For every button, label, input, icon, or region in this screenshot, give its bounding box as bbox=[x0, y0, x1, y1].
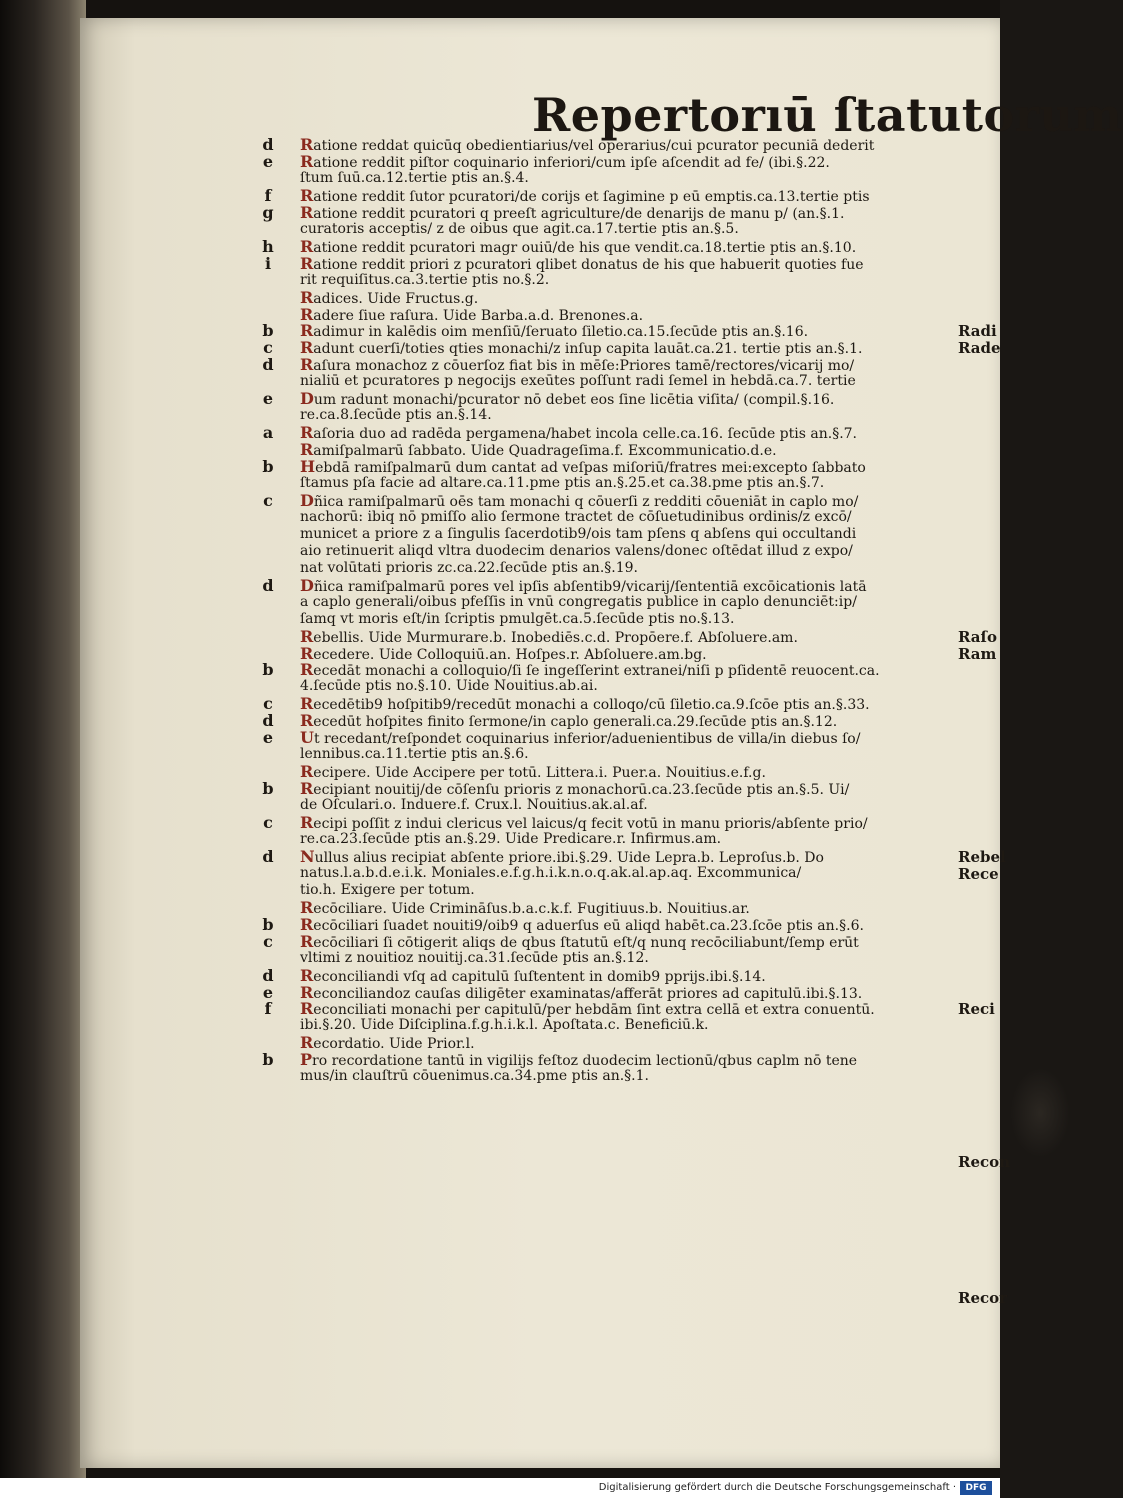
rubricated-initial: R bbox=[300, 305, 314, 324]
entry-line bbox=[300, 899, 952, 916]
entry-text: ecōciliari ſi cōtigerit aliqs de qbus ſtatutū eſt/q nunq recōciliabunt/ſemp erūt bbox=[313, 935, 859, 951]
entry-letter-marker: d bbox=[262, 966, 274, 985]
margin-catchword: Rebel bbox=[958, 848, 1006, 866]
entry-text: curatoris acceptis/ z de oibus que agit.ca.17.tertie ptis an.§.5. bbox=[300, 221, 739, 237]
entry-text: adimur in kalēdis oim menſiū/ſeruato ſiletio.ca.15.ſecūde ptis an.§.16. bbox=[313, 324, 809, 340]
entry-line bbox=[300, 390, 952, 407]
rubricated-initial: R bbox=[300, 932, 314, 951]
entry-line bbox=[300, 1017, 952, 1034]
entry-letter-marker: d bbox=[262, 847, 274, 866]
entry-text: aſoria duo ad radēda pergamena/habet incola celle.ca.16. ſecūde ptis an.§.7. bbox=[313, 426, 858, 442]
margin-catchword: Recor bbox=[958, 1289, 1008, 1307]
entry-text: t recedant/reſpondet coquinarius inferior/aduenientibus de villa/in diebus ſo/ bbox=[313, 731, 861, 747]
entry-text: ecipere. Uide Accipere per totū. Littera.i. Puer.a. Nouitius.e.f.g. bbox=[313, 765, 766, 781]
entry-text: ro recordatione tantū in vigilijs feſtoz duodecim lectionū/qbus caplm nō tene bbox=[312, 1053, 858, 1069]
entry-letter-marker: b bbox=[262, 457, 274, 476]
entry-line bbox=[300, 492, 952, 509]
entry-line bbox=[300, 763, 952, 780]
entry-line bbox=[300, 272, 952, 289]
entry-line bbox=[300, 136, 952, 153]
entry-letter-marker: d bbox=[262, 355, 274, 374]
entry-letter-marker: e bbox=[262, 728, 274, 747]
entry-letter-marker: b bbox=[262, 321, 274, 340]
margin-catchword: Radi bbox=[958, 322, 997, 340]
entry-line bbox=[300, 695, 952, 712]
entry-text: aio retinuerit aliqd vltra duodecim denarios valens/donec oſtēdat illud z expo/ bbox=[300, 543, 853, 559]
entry-text: adunt cuerſi/toties qties monachi/z inſup capita lauāt.ca.21. tertie ptis an.§.1. bbox=[313, 341, 863, 357]
rubricated-initial: D bbox=[300, 576, 314, 595]
rubricated-initial: R bbox=[300, 762, 314, 781]
rubricated-initial: R bbox=[300, 288, 314, 307]
entry-text: ecipi poſſit z indui clericus vel laicus/q fecit votū in manu prioris/abſente prio/ bbox=[313, 816, 868, 832]
entry-text: adices. Uide Fructus.g. bbox=[313, 291, 479, 307]
entry-letter-marker: b bbox=[262, 1050, 274, 1069]
rubricated-initial: R bbox=[300, 254, 314, 273]
margin-catchword: Ram bbox=[958, 645, 997, 663]
entry-line bbox=[300, 594, 952, 611]
entry-text: mus/in clauſtrū cōuenimus.ca.34.pme ptis an.§.1. bbox=[300, 1068, 649, 1084]
entry-line bbox=[300, 628, 952, 645]
entry-text: re.ca.8.ſecūde ptis an.§.14. bbox=[300, 407, 492, 423]
rubricated-initial: R bbox=[300, 338, 314, 357]
rubricated-initial: R bbox=[300, 321, 314, 340]
entry-line bbox=[300, 339, 952, 356]
rubricated-initial: R bbox=[300, 423, 314, 442]
entry-text: re.ca.23.ſecūde ptis an.§.29. Uide Predicare.r. Infirmus.am. bbox=[300, 831, 722, 847]
entry-line bbox=[300, 458, 952, 475]
entry-letter-marker: e bbox=[262, 983, 274, 1002]
entry-letter-marker: h bbox=[262, 237, 274, 256]
entry-text: ecipiant nouitij/de cōſenſu prioris z monachorū.ca.23.ſecūde ptis an.§.5. Ui/ bbox=[313, 782, 850, 798]
entry-text: econciliati monachi per capitulū/per hebdām ſint extra cellā et extra conuentū. bbox=[313, 1002, 875, 1018]
entry-text: nachorū: ibiq nō pmiſſo alio ſermone tractet de cōſuetudinibus ordinis/z excō/ bbox=[300, 509, 852, 525]
entry-letter-marker: g bbox=[262, 203, 274, 222]
entry-line bbox=[300, 678, 952, 695]
rubricated-initial: U bbox=[300, 728, 314, 747]
rubricated-initial: R bbox=[300, 627, 314, 646]
rubricated-initial: P bbox=[300, 1050, 313, 1069]
rubricated-initial: R bbox=[300, 915, 314, 934]
margin-catchword: Recon bbox=[958, 1153, 1011, 1171]
entry-letter-marker: f bbox=[264, 999, 272, 1018]
entry-text: adere ſiue raſura. Uide Barba.a.d. Brenones.a. bbox=[313, 308, 644, 324]
entry-text: aſura monachoz z cōuerſoz fiat bis in mēſe:Priores tamē/rectores/vicarij mo/ bbox=[313, 358, 855, 374]
rubricated-initial: H bbox=[300, 457, 316, 476]
entry-line bbox=[300, 967, 952, 984]
entry-line bbox=[300, 509, 952, 526]
entry-letter-marker: c bbox=[263, 813, 273, 832]
rubricated-initial: R bbox=[300, 1033, 314, 1052]
entry-text: lennibus.ca.11.tertie ptis an.§.6. bbox=[300, 746, 529, 762]
entry-line bbox=[300, 238, 952, 255]
entry-line bbox=[300, 729, 952, 746]
entry-text: atione reddit piſtor coquinario inferiori/cum ipſe aſcendit ad fe/ (ibi.§.22. bbox=[313, 155, 830, 171]
entry-line bbox=[300, 746, 952, 763]
entry-text: ecōciliare. Uide Crimināſus.b.a.c.k.f. Fugitiuus.b. Nouitius.ar. bbox=[313, 901, 750, 917]
entry-text: ebellis. Uide Murmurare.b. Inobediēs.c.d. Propōere.f. Abſoluere.am. bbox=[313, 630, 798, 646]
entry-line bbox=[300, 661, 952, 678]
entry-line bbox=[300, 814, 952, 831]
rubricated-initial: R bbox=[300, 694, 314, 713]
entry-text: nat volūtati prioris zc.ca.22.ſecūde ptis an.§.19. bbox=[300, 560, 638, 576]
entry-letter-marker: d bbox=[262, 711, 274, 730]
rubricated-initial: R bbox=[300, 355, 314, 374]
entry-letter-marker: d bbox=[262, 135, 274, 154]
entry-line bbox=[300, 950, 952, 967]
entry-text: ſtamus pſa facie ad altare.ca.11.pme ptis an.§.25.et ca.38.pme ptis an.§.7. bbox=[300, 475, 825, 491]
page-title: Repertorıū ſtatutorum bbox=[532, 88, 1123, 142]
entry-text: atione reddit pcuratori q preeſt agriculture/de denarijs de manu p/ (an.§.1. bbox=[313, 206, 845, 222]
rubricated-initial: R bbox=[300, 779, 314, 798]
entry-text: amiſpalmarū ſabbato. Uide Quadrageſima.f. Excommunicatio.d.e. bbox=[313, 443, 777, 459]
entry-line bbox=[300, 916, 952, 933]
rubricated-initial: R bbox=[300, 983, 314, 1002]
entry-text: ecedāt monachi a colloquio/ſi ſe ingeſſerint extranei/niſi p pſidentē reuocent.ca. bbox=[313, 663, 880, 679]
entry-line bbox=[300, 882, 952, 899]
rubricated-initial: R bbox=[300, 152, 314, 171]
entry-text: ecordatio. Uide Prior.l. bbox=[313, 1036, 475, 1052]
entry-text: atione reddat quicūq obedientiarius/vel operarius/cui pcurator pecuniā dederit bbox=[313, 138, 875, 154]
entry-text: atione reddit ſutor pcuratori/de corijs et ſagimine p eū emptis.ca.13.tertie ptis bbox=[313, 189, 870, 205]
entry-text: ecedere. Uide Colloquiū.an. Hoſpes.r. Abſoluere.am.bg. bbox=[313, 647, 707, 663]
rubricated-initial: D bbox=[300, 491, 314, 510]
entry-text: de Oſculari.o. Induere.f. Crux.l. Nouitius.ak.al.af. bbox=[300, 797, 648, 813]
margin-catchword: Rade bbox=[958, 339, 1001, 357]
margin-catchword: Rece bbox=[958, 865, 999, 883]
footer-credit: Digitalisierung gefördert durch die Deutsche Forschungsgemeinschaft · bbox=[598, 1482, 956, 1493]
entry-text: econciliandoz cauſas diligēter examinatas/afferāt priores ad capitulū.ibi.§.13. bbox=[313, 986, 863, 1002]
rubricated-initial: R bbox=[300, 237, 314, 256]
entry-letter-marker: f bbox=[264, 186, 272, 205]
entry-line bbox=[300, 1068, 952, 1085]
entry-line bbox=[300, 170, 952, 187]
entry-letter-marker: e bbox=[262, 152, 274, 171]
entry-line bbox=[300, 712, 952, 729]
margin-catchword: Reci bbox=[958, 1000, 995, 1018]
entry-text: tio.h. Exigere per totum. bbox=[300, 882, 475, 898]
entry-text: ſamq vt moris eſt/in ſcriptis pmulgēt.ca.5.ſecūde ptis no.§.13. bbox=[300, 611, 735, 627]
entry-line bbox=[300, 255, 952, 272]
entry-line bbox=[300, 984, 952, 1001]
footer-bar bbox=[0, 1478, 1000, 1498]
entry-letter-marker: c bbox=[263, 932, 273, 951]
entry-line bbox=[300, 560, 952, 577]
entry-line bbox=[300, 221, 952, 238]
entry-letter-marker: c bbox=[263, 338, 273, 357]
entry-line bbox=[300, 1000, 952, 1017]
entry-line bbox=[300, 373, 952, 390]
entry-text: econciliandi vſq ad capitulū ſuſtentent in domib9 pprijs.ibi.§.14. bbox=[313, 969, 766, 985]
entry-text: ibi.§.20. Uide Diſciplina.f.g.h.i.k.l. Apoſtata.c. Beneficiū.k. bbox=[300, 1017, 709, 1033]
show-through-ghost bbox=[1010, 1068, 1070, 1158]
entry-line bbox=[300, 543, 952, 560]
entry-line bbox=[300, 306, 952, 323]
entry-line bbox=[300, 831, 952, 848]
dfg-logo: DFG bbox=[960, 1481, 992, 1495]
rubricated-initial: R bbox=[300, 440, 314, 459]
entry-text: natus.l.a.b.d.e.i.k. Moniales.e.f.g.h.i.k.n.o.q.ak.al.ap.aq. Excommunica/ bbox=[300, 865, 802, 881]
entry-line bbox=[300, 204, 952, 221]
entry-text: 4.ſecūde ptis no.§.10. Uide Nouitius.ab.ai. bbox=[300, 678, 598, 694]
entry-text: rit requiſitus.ca.3.tertie ptis no.§.2. bbox=[300, 272, 550, 288]
entry-line bbox=[300, 577, 952, 594]
entry-line bbox=[300, 153, 952, 170]
entry-text: ſtum ſuū.ca.12.tertie ptis an.§.4. bbox=[300, 170, 529, 186]
entry-text: ecedūt hoſpites finito ſermone/in caplo generali.ca.29.ſecūde ptis an.§.12. bbox=[313, 714, 838, 730]
entry-line bbox=[300, 356, 952, 373]
entry-line bbox=[300, 526, 952, 543]
entry-text: ebdā ramiſpalmarū dum cantat ad veſpas miſoriū/fratres mei:excepto ſabbato bbox=[315, 460, 866, 476]
rubricated-initial: R bbox=[300, 813, 314, 832]
entry-line bbox=[300, 441, 952, 458]
entry-text: atione reddit priori z pcuratori qlibet donatus de his que habuerit quoties fue bbox=[313, 257, 864, 273]
entry-line bbox=[300, 322, 952, 339]
entry-text: ecedētib9 hoſpitib9/recedūt monachi a colloqo/cū ſiletio.ca.9.ſcōe ptis an.§.33. bbox=[313, 697, 870, 713]
entry-text: nialiū et pcuratores p negocijs exeūtes poſſunt radi ſemel in hebdā.ca.7. tertie bbox=[300, 373, 856, 389]
entry-line bbox=[300, 475, 952, 492]
entry-letter-marker: c bbox=[263, 694, 273, 713]
rubricated-initial: D bbox=[300, 389, 314, 408]
entry-text: um radunt monachi/pcurator nō debet eos ſine licētia viſita/ (compil.§.16. bbox=[313, 392, 835, 408]
entry-text: ñica ramiſpalmarū oēs tam monachi q cōuerſi z redditi cōueniāt in caplo mo/ bbox=[313, 494, 859, 510]
entry-text: ullus alius recipiat abſente priore.ibi.§.29. Uide Lepra.b. Leproſus.b. Do bbox=[314, 850, 824, 866]
entry-line bbox=[300, 848, 952, 865]
entry-line bbox=[300, 645, 952, 662]
entry-letter-marker: b bbox=[262, 915, 274, 934]
entry-letter-marker: a bbox=[262, 423, 274, 442]
entry-letter-marker: e bbox=[262, 389, 274, 408]
entry-letter-marker: c bbox=[263, 491, 273, 510]
entry-text: ecōciliari ſuadet nouiti9/oib9 q aduerſus eū aliqd habēt.ca.23.ſcōe ptis an.§.6. bbox=[313, 918, 864, 934]
entry-line bbox=[300, 424, 952, 441]
entry-line bbox=[300, 797, 952, 814]
entry-line bbox=[300, 187, 952, 204]
entry-line bbox=[300, 780, 952, 797]
entry-text: ñica ramiſpalmarū pores vel ipſis abſentib9/vicarij/ſententiā excōicationis latā bbox=[313, 579, 867, 595]
entry-line bbox=[300, 289, 952, 306]
entry-letter-marker: b bbox=[262, 779, 274, 798]
rubricated-initial: R bbox=[300, 966, 314, 985]
entry-line bbox=[300, 933, 952, 950]
rubricated-initial: R bbox=[300, 135, 314, 154]
entry-text: a caplo generali/oibus pfeſſis in vnū congregatis publice in caplo denunciēt:ip/ bbox=[300, 594, 857, 610]
entry-line bbox=[300, 611, 952, 628]
entry-line bbox=[300, 407, 952, 424]
entry-letter-marker: b bbox=[262, 660, 274, 679]
entry-letter-marker: i bbox=[264, 254, 272, 273]
rubricated-initial: R bbox=[300, 999, 314, 1018]
entry-line bbox=[300, 1034, 952, 1051]
entry-text: vltimi z nouitioz nouitij.ca.31.ſecūde ptis an.§.12. bbox=[300, 950, 649, 966]
entry-letter-marker: d bbox=[262, 576, 274, 595]
entry-text: municet a priore z a ſingulis ſacerdotib9/ois tam pſens q abſens qui occultandi bbox=[300, 526, 857, 542]
rubricated-initial: R bbox=[300, 203, 314, 222]
entry-text: atione reddit pcuratori magr ouiū/de his que vendit.ca.18.tertie ptis an.§.10. bbox=[313, 240, 857, 256]
rubricated-initial: R bbox=[300, 186, 314, 205]
entry-line bbox=[300, 1051, 952, 1068]
rubricated-initial: R bbox=[300, 660, 314, 679]
entry-line bbox=[300, 865, 952, 882]
rubricated-initial: R bbox=[300, 644, 314, 663]
rubricated-initial: N bbox=[300, 847, 315, 866]
rubricated-initial: R bbox=[300, 711, 314, 730]
rubricated-initial: R bbox=[300, 898, 314, 917]
margin-catchword: Raſo bbox=[958, 628, 997, 646]
